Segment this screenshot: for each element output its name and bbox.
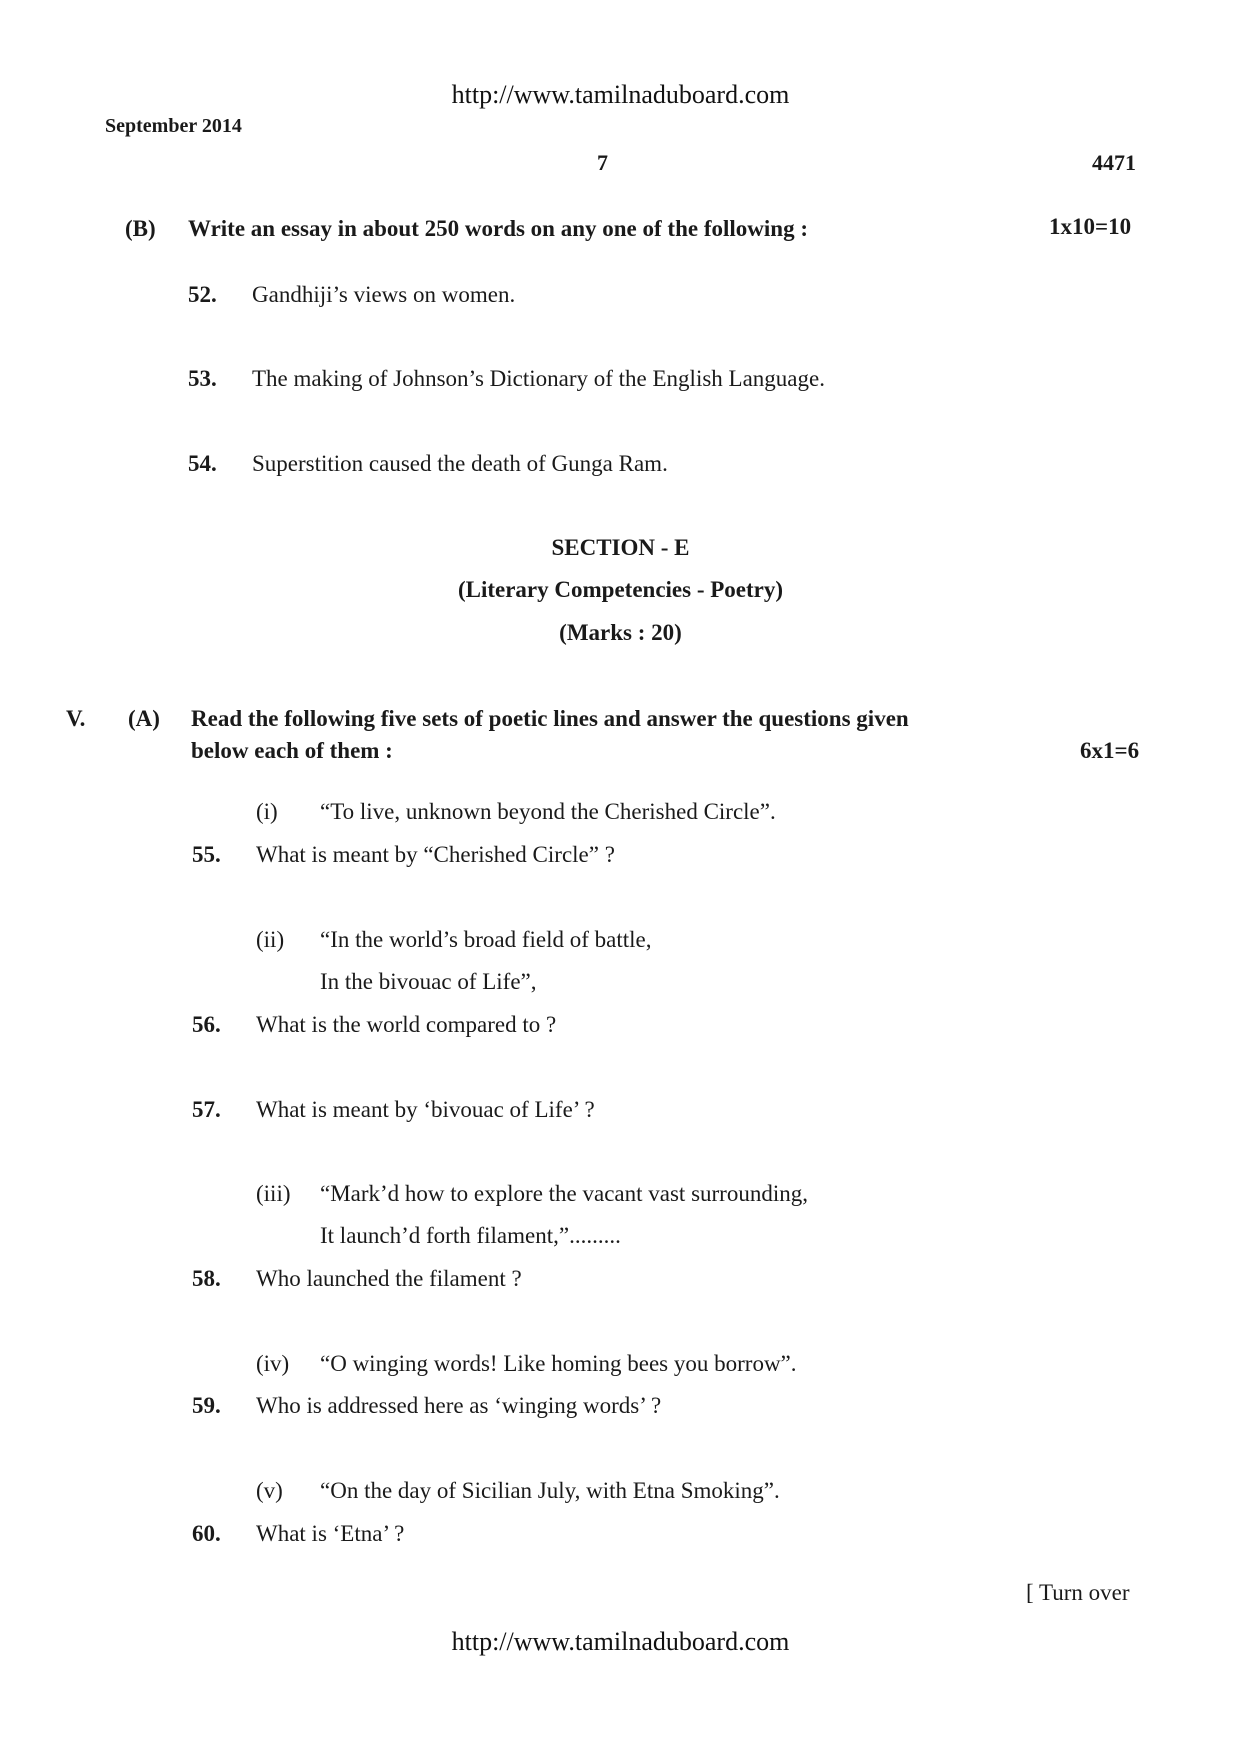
part-b-label: (B) xyxy=(125,216,156,241)
section-marks: (Marks : 20) xyxy=(559,620,682,645)
poem-set-label: (iv) xyxy=(256,1351,290,1376)
poem-set-label: (iii) xyxy=(256,1181,291,1206)
part-v-instruction-line1: Read the following five sets of poetic lines and answer the questions given xyxy=(191,706,909,731)
poem-line: “In the world’s broad field of battle, xyxy=(320,927,652,952)
poem-line: In the bivouac of Life”, xyxy=(320,969,537,994)
part-b-marks: 1x10=10 xyxy=(1049,214,1132,239)
exam-date: September 2014 xyxy=(105,115,242,137)
part-v-label: (A) xyxy=(128,706,160,731)
poem-line: “To live, unknown beyond the Cherished Circle”. xyxy=(320,799,776,824)
poem-set-label: (i) xyxy=(256,799,278,824)
part-b-instruction: Write an essay in about 250 words on any one of the following : xyxy=(188,216,808,241)
poem-line: “On the day of Sicilian July, with Etna Smoking”. xyxy=(320,1478,780,1503)
poem-line: “Mark’d how to explore the vacant vast surrounding, xyxy=(320,1181,808,1206)
question-number: 56. xyxy=(192,1012,221,1037)
question-text: What is meant by ‘bivouac of Life’ ? xyxy=(256,1097,595,1122)
question-number: 52. xyxy=(188,282,217,307)
question-number: 58. xyxy=(192,1266,221,1291)
question-text: What is ‘Etna’ ? xyxy=(256,1521,405,1546)
section-subtitle: (Literary Competencies - Poetry) xyxy=(457,577,784,602)
question-text: Superstition caused the death of Gunga Ram. xyxy=(252,451,668,476)
footer-url: http://www.tamilnaduboard.com xyxy=(451,1627,790,1656)
section-title: SECTION - E xyxy=(551,535,690,560)
poem-set-label: (v) xyxy=(256,1478,283,1503)
question-text: What is the world compared to ? xyxy=(256,1012,557,1037)
question-number: 60. xyxy=(192,1521,221,1546)
poem-line: “O winging words! Like homing bees you borrow”. xyxy=(320,1351,797,1376)
part-v-marks: 6x1=6 xyxy=(1080,738,1140,763)
question-number: 55. xyxy=(192,842,221,867)
part-v-roman: V. xyxy=(66,706,86,731)
poem-line: It launch’d forth filament,”......... xyxy=(320,1223,621,1248)
poem-set-label: (ii) xyxy=(256,927,285,952)
turn-over: [ Turn over xyxy=(1026,1580,1130,1605)
header-url: http://www.tamilnaduboard.com xyxy=(451,80,790,109)
question-text: Who is addressed here as ‘winging words’ ? xyxy=(256,1393,662,1418)
question-number: 54. xyxy=(188,451,217,476)
question-number: 53. xyxy=(188,366,217,391)
part-v-instruction-line2: below each of them : xyxy=(191,738,393,763)
question-text: The making of Johnson’s Dictionary of the English Language. xyxy=(252,366,825,391)
question-text: Who launched the filament ? xyxy=(256,1266,522,1291)
paper-code: 4471 xyxy=(1092,150,1136,175)
question-text: What is meant by “Cherished Circle” ? xyxy=(256,842,615,867)
question-text: Gandhiji’s views on women. xyxy=(252,282,516,307)
question-number: 57. xyxy=(192,1097,221,1122)
page-number: 7 xyxy=(597,150,608,175)
question-number: 59. xyxy=(192,1393,221,1418)
